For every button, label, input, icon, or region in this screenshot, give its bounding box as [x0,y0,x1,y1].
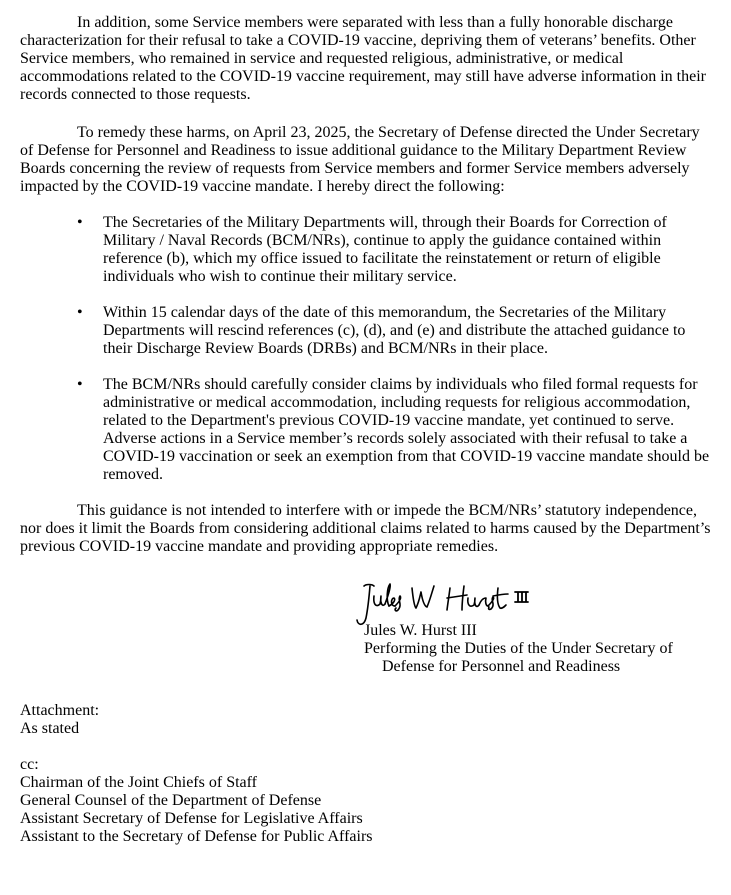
cc-section [20,756,715,846]
attachment-label: Attachment: [20,702,100,719]
bullet-marker: • [77,304,83,321]
signatory-title-line-2: Defense for Personnel and Readiness [382,658,621,675]
directive-item [20,304,715,358]
directive-item [20,214,715,286]
cc-recipient: Assistant Secretary of Defense for Legislative Affairs [20,810,363,827]
memo-page [20,14,715,846]
cc-recipient: General Counsel of the Department of Defense [20,792,322,809]
directive-list [20,214,715,484]
directive-text: The Secretaries of the Military Departments will, through their Boards for Correction of Military / Naval Records (BCM/NRs), continue to apply the guidance contained within reference (b), which my office issued to facilitate the reinstatement or return of eligible individuals who wish to continue their military service. [103,214,667,285]
paragraph-adverse-effects: In addition, some Service members were separated with less than a fully honorable discharge characterization for their refusal to take a COVID-19 vaccine, depriving them of veterans’ benefits. Other Service members, who remained in service and requested religious, administrative, or medical accommodations related to the COVID-19 vaccine requirement, may still have adverse information in their records connected to those requests. [20,14,706,103]
paragraph-independence: This guidance is not intended to interfere with or impede the BCM/NRs’ statutory independence, nor does it limit the Boards from considering additional claims related to harms caused by the Department’s previous COVID-19 vaccine mandate and providing appropriate remedies. [20,502,711,555]
directive-text: Within 15 calendar days of the date of this memorandum, the Secretaries of the Military Departments will rescind references (c), (d), and (e) and distribute the attached guidance to their Discharge Review Boards (DRBs) and BCM/NRs in their place. [103,304,686,357]
cc-recipient: Chairman of the Joint Chiefs of Staff [20,774,257,791]
handwritten-signature [350,578,590,628]
attachment-section [20,702,715,738]
paragraph-remedy-directive: To remedy these harms, on April 23, 2025, the Secretary of Defense directed the Under Secretary of Defense for Personnel and Readiness to issue additional guidance to the Military Department Review Boards concerning the review of requests from Service members and former Service members adversely impacted by the COVID-19 vaccine mandate. I hereby direct the following: [20,124,700,195]
signature-block [350,578,715,682]
bullet-marker: • [77,214,83,231]
bullet-marker: • [77,376,83,393]
signatory-title-line-1: Performing the Duties of the Under Secretary of [364,640,673,657]
attachment-value: As stated [20,720,80,737]
directive-text: The BCM/NRs should carefully consider claims by individuals who filed formal requests for administrative or medical accommodation, including requests for religious accommodation, related to the Department's previous COVID-19 vaccine mandate, yet continued to serve. Adverse actions in a Service member’s records solely associated with their refusal to take a COVID-19 vaccination or seek an exemption from that COVID-19 vaccine mandate should be removed. [103,376,710,483]
cc-label: cc: [20,756,39,773]
cc-recipient: Assistant to the Secretary of Defense for Public Affairs [20,828,373,845]
signatory-name: Jules W. Hurst III [364,622,477,639]
directive-item [20,376,715,484]
